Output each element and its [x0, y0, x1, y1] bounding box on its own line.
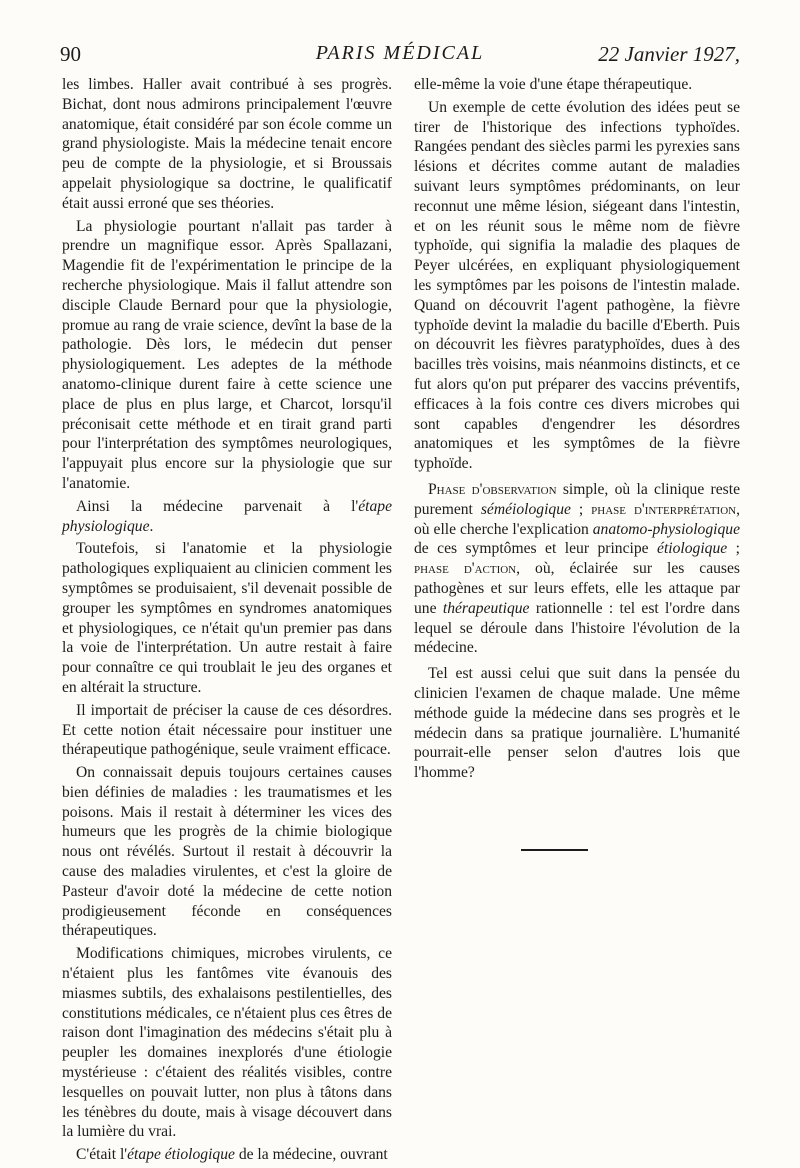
paragraph: [62, 75, 392, 214]
text-run: rationnelle : tel est l'ordre dans lequel se déroule dans l'histoire l'évolution de la médecine.: [414, 599, 741, 657]
text-run: ;: [570, 500, 592, 518]
text-run: de ces symptômes et leur principe: [414, 540, 658, 558]
text-run: La physiologie pourtant n'allait pas tarder à prendre un magnifique essor. Après Spallazani, Magendie fit de l'expérimentation le principe de la recherche physiologique. Mais il fallut attendre son disciple Claude Bernard pour que la physiologie, promue au rang de vraie science, devînt la base de la pathologie. Dès lors, le médecin dut penser physiologiquement. Les adeptes de la méthode anatomo-clinique durent faire à cette science une place de plus en plus large, et Charcot, lorsqu'il préconisait cette méthode et en tirait grand parti pour l'interprétation des symptômes neurologiques, l'appuyait plus encore sur la physiologie que sur l'anatomie.: [62, 217, 392, 492]
text-run: de la médecine, ouvrant: [234, 1146, 388, 1164]
text-run: , où elle cherche l'explication: [414, 500, 740, 538]
paragraph: [414, 75, 740, 95]
left-column: [62, 75, 392, 1168]
text-run: On connaissait depuis toujours certaines causes bien définies de maladies : les traumatismes et les poisons. Mais il restait à déterminer les vices des humeurs que les progrès de la chimie biologique nous ont révélés. Surtout il restait à découvrir la cause des maladies virulentes, et c'est la gloire de Pasteur d'avoir doté la médecine de cette notion prodigieusement féconde en conséquences thérapeutiques.: [62, 764, 392, 940]
text-run: ;: [727, 540, 740, 558]
text-run: Un exemple de cette évolution des idées peut se tirer de l'historique des infections typhoïdes. Rangées pendant des siècles parmi les pyrexies sans lésions et décrites comme autant de maladies suivant leurs symptômes prédominants, on leur reconnut une même lésion, siégeant dans l'intestin, et on les réunit sous le même nom de fièvre typhoïde, qui signifia la maladie des plaques de Peyer ulcérées, en expliquant physiologiquement les symptômes par les poisons de l'intestin malade. Quand on découvrit l'agent pathogène, la fièvre typhoïde devint la maladie du bacille d'Eberth. Puis on découvrit les fièvres paratyphoïdes, dues à des bacilles très voisins, mais néanmoins distincts, et ce fut alors qu'on put préparer des vaccins préventifs, efficaces à la fois contre ces divers microbes qui sont capables d'engendrer les désordres anatomiques et les symptômes de la fièvre typhoïde.: [414, 98, 740, 473]
paragraph: [414, 98, 740, 474]
text-run: elle-même la voie d'une étape thérapeutique.: [414, 76, 693, 93]
italic-text: étape étiologique: [127, 1146, 235, 1164]
running-header: [60, 42, 740, 70]
small-caps-text: phase d'interprétation: [591, 500, 737, 518]
text-run: .: [149, 517, 154, 535]
paragraph: [62, 539, 392, 697]
text-run: , où, éclairée sur les causes pathogènes et sur leurs effets, elle les attaque par une: [414, 560, 740, 617]
text-run: Ainsi la médecine parvenait à l': [76, 497, 359, 515]
text-run: simple, où la clinique reste purement: [414, 480, 740, 518]
italic-text: étape physiologique: [62, 497, 392, 535]
paragraph: [62, 701, 392, 760]
text-run: Toutefois, si l'anatomie et la physiologie pathologiques expliquaient au clinicien comment les symptômes se produisaient, s'il devenait possible de grouper les symptômes en syndromes anatomiques et physiologiques, ce n'était qu'un premier pas dans la voie de l'interprétation. Un autre restait à faire pour connaître ce qui troublait le jeu des organes et en altérait la structure.: [62, 540, 392, 696]
small-caps-text: Phase d'observation: [428, 480, 557, 498]
paragraph: [414, 480, 740, 658]
text-run: C'était l': [76, 1146, 128, 1164]
paragraph: [62, 497, 392, 537]
small-caps-text: phase d'action: [414, 560, 517, 578]
right-column: [414, 75, 740, 786]
italic-text: anatomo-physiologique: [592, 520, 740, 538]
italic-text: étiologique: [657, 540, 728, 558]
paragraph: [414, 664, 740, 783]
paragraph: [62, 1145, 392, 1165]
paragraph: [62, 217, 392, 494]
paragraph: [62, 944, 392, 1142]
page-number: 90: [60, 42, 81, 66]
paragraph: [62, 763, 392, 941]
text-run: Modifications chimiques, microbes virulents, ce n'étaient plus les fantômes vite évanouis des miasmes subtils, des exhalaisons pestilentielles, des constitutions médicales, ce n'étaient plus ces êtres de raison dont l'imagination des médecins s'était plu à peupler les domaines inexplorés d'une étiologie mystérieuse : c'étaient des réalités visibles, contre lesquelles on pouvait lutter, non plus à tâtons dans les ténèbres du doute, mais à visage découvert dans la lumière du vrai.: [62, 945, 392, 1141]
journal-title: PARIS MÉDICAL: [315, 42, 485, 64]
text-run: les limbes. Haller avait contribué à ses progrès. Bichat, dont nous admirons principalement l'œuvre anatomique, était considéré par son école comme un grand physiologiste. Mais la médecine tenait encore peu de compte de la physiologie, et si Broussais appelait physiologique sa doctrine, le qualificatif était aussi erroné que ses théories.: [62, 76, 392, 212]
italic-text: thérapeutique: [442, 599, 530, 617]
end-rule: [521, 849, 588, 851]
italic-text: séméiologique: [480, 500, 571, 518]
issue-date: 22 Janvier 1927,: [598, 42, 740, 66]
text-run: Il importait de préciser la cause de ces désordres. Et cette notion était nécessaire pour instituer une thérapeutique pathogénique, seule vraiment efficace.: [62, 701, 392, 759]
text-run: Tel est aussi celui que suit dans la pensée du clinicien l'examen de chaque malade. Une même méthode guide la médecine dans ses progrès et le médecin dans sa pratique journalière. L'humanité pourrait-elle penser selon d'autres lois que l'homme?: [414, 665, 740, 782]
